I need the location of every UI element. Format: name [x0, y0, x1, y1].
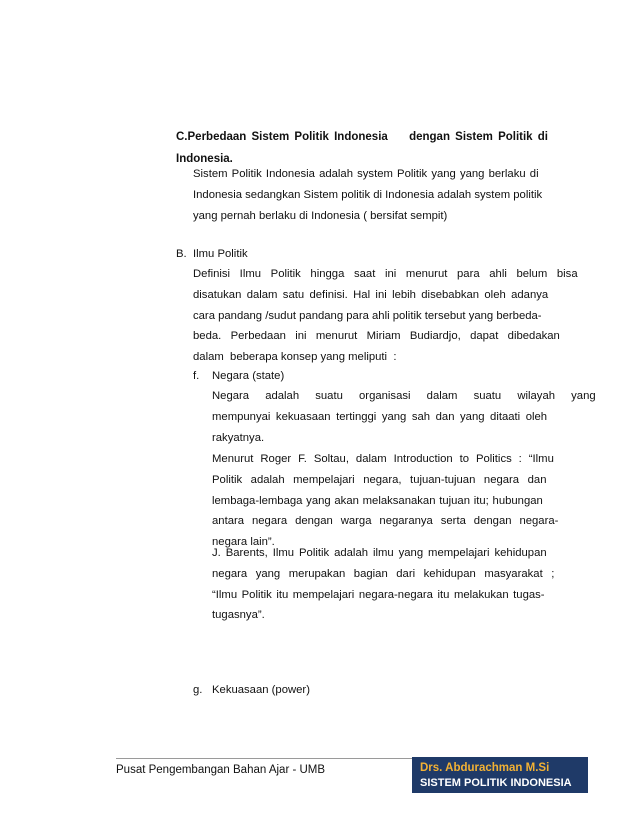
definition-line-4: beda. Perbedaan ini menurut Miriam Budiardjo, dapat dibedakan — [193, 330, 560, 343]
item-f-paragraph-1 — [212, 386, 596, 448]
item-f-p1-line-2: mempunyai kekuasaan tertinggi yang sah dan yang ditaati oleh — [212, 410, 548, 423]
footer-divider — [116, 758, 412, 759]
item-f-p2-line-3: lembaga-lembaga yang akan melaksanakan tujuan itu; hubungan — [212, 494, 543, 507]
section-b-definition — [193, 264, 578, 368]
section-c-body-line-2: Indonesia sedangkan Sistem politik di Indonesia adalah system politik — [193, 188, 543, 201]
item-f-p3-line-4: tugasnya”. — [212, 609, 265, 622]
footer-author: Drs. Abdurachman M.Si — [420, 762, 550, 774]
item-f-p3-line-3: “Ilmu Politik itu mempelajari negara-negara itu melakukan tugas- — [212, 588, 545, 601]
section-c-body-line-1: Sistem Politik Indonesia adalah system Politik yang yang berlaku di — [193, 168, 539, 180]
item-f-paragraph-2 — [212, 449, 559, 553]
definition-line-1: Definisi Ilmu Politik hingga saat ini menurut para ahli belum bisa — [193, 268, 578, 280]
item-f-p2-line-4: antara negara dengan warga negaranya serta dengan negara- — [212, 515, 559, 528]
item-f-p1-line-3: rakyatnya. — [212, 431, 265, 444]
item-f-label: f. — [193, 370, 200, 382]
footer-author-box — [412, 757, 588, 793]
section-c-heading-line1 — [176, 126, 548, 148]
item-f-paragraph-3 — [212, 543, 555, 626]
footer-course: SISTEM POLITIK INDONESIA — [420, 777, 572, 789]
item-f-p3-line-1: J. Barents, Ilmu Politik adalah ilmu yang mempelajari kehidupan — [212, 547, 547, 559]
item-f-p2-line-5: negara lain”. — [212, 536, 275, 549]
section-c-heading-right: dengan Sistem Politik di — [409, 131, 548, 143]
item-f-p1-line-1: Negara adalah suatu organisasi dalam suatu wilayah yang — [212, 390, 596, 402]
section-c-heading-left: C.Perbedaan Sistem Politik Indonesia — [176, 131, 388, 143]
section-b-label: B. — [176, 248, 187, 260]
item-f-title: Negara (state) — [212, 370, 285, 382]
section-c-heading-line2: Indonesia. — [176, 153, 233, 165]
item-g-label: g. — [193, 684, 203, 696]
section-c-body-line-3: yang pernah berlaku di Indonesia ( bersifat sempit) — [193, 209, 448, 222]
item-f-p2-line-2: Politik adalah mempelajari negara, tujuan-tujuan negara dan — [212, 473, 547, 486]
footer-institution: Pusat Pengembangan Bahan Ajar - UMB — [116, 764, 326, 776]
section-c-body — [193, 164, 549, 226]
item-f-p3-line-2: negara yang merupakan bagian dari kehidupan masyarakat ; — [212, 567, 555, 580]
definition-line-3: cara pandang /sudut pandang para ahli politik tersebut yang berbeda- — [193, 309, 542, 322]
section-b-title: Ilmu Politik — [193, 248, 248, 260]
item-f-p2-line-1: Menurut Roger F. Soltau, dalam Introduction to Politics : “Ilmu — [212, 453, 554, 465]
item-g-title: Kekuasaan (power) — [212, 684, 310, 696]
definition-line-5: dalam beberapa konsep yang meliputi : — [193, 351, 397, 364]
definition-line-2: disatukan dalam satu definisi. Hal ini lebih disebabkan oleh adanya — [193, 288, 549, 301]
